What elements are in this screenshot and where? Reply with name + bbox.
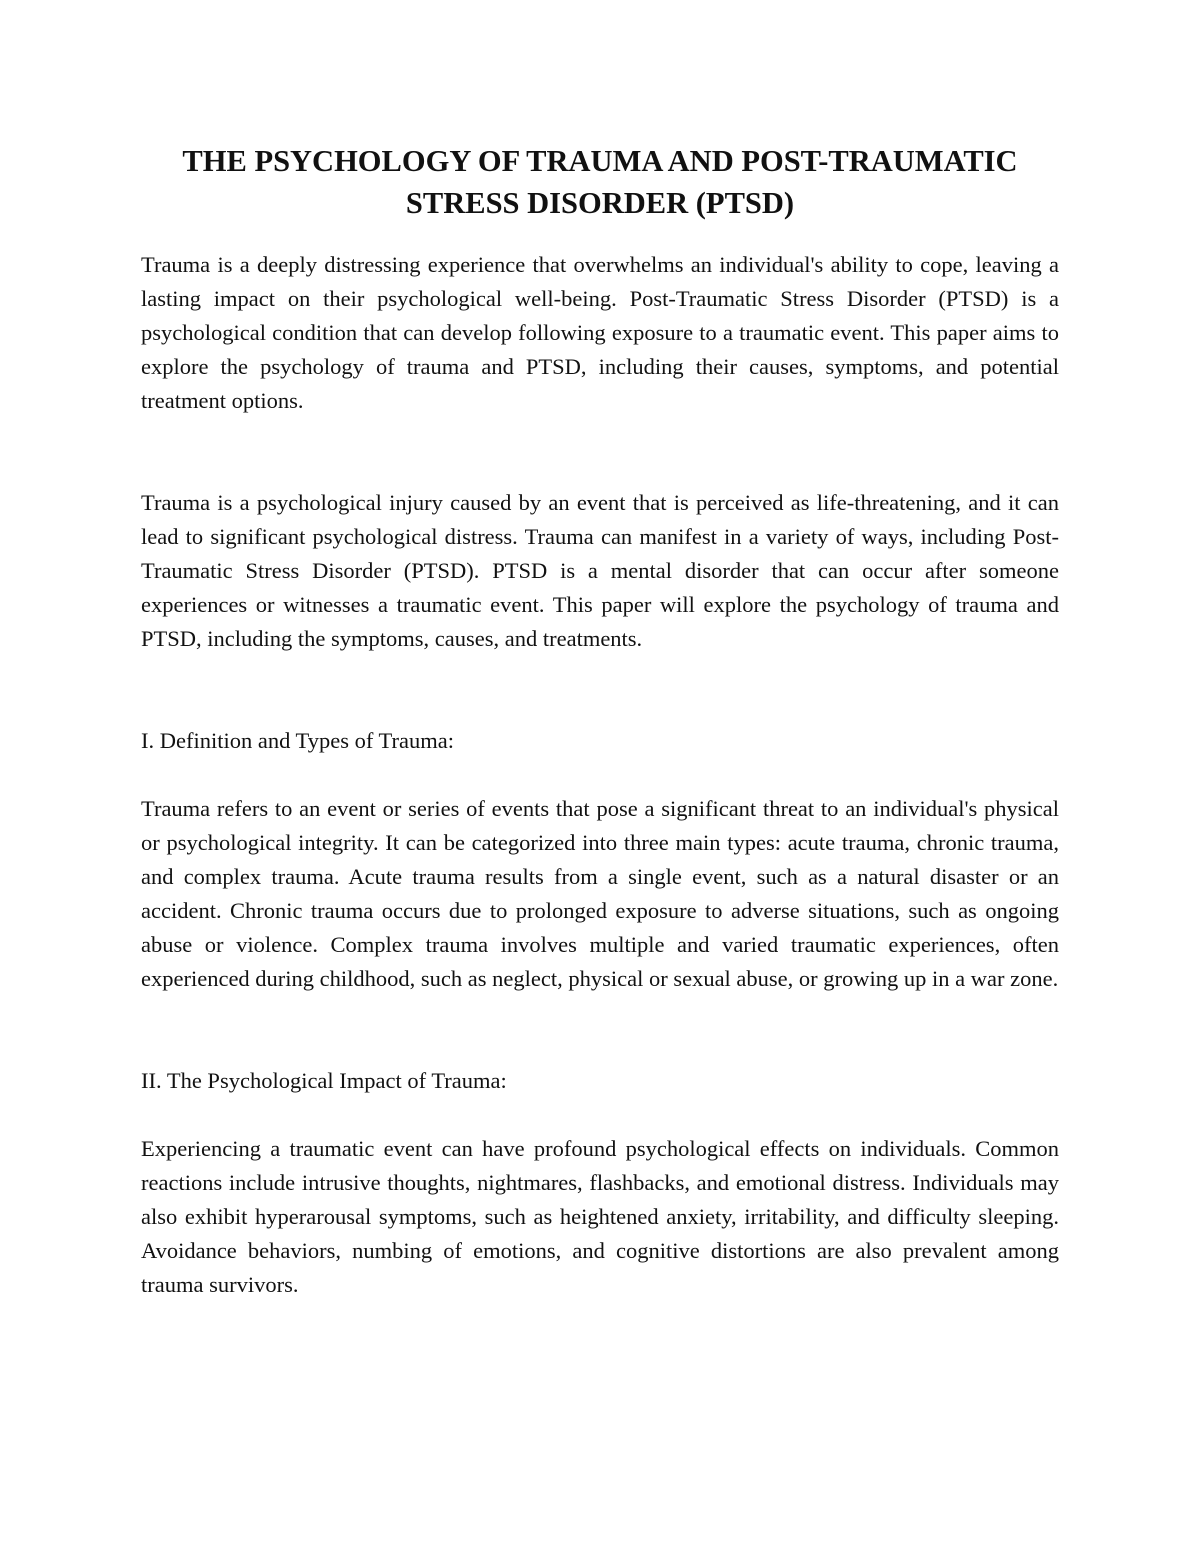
section-heading-definition: I. Definition and Types of Trauma:	[141, 728, 454, 753]
section-body-definition: Trauma refers to an event or series of events that pose a significant threat to an individual's physical or psychological integrity. It can be categorized into three main types: acute trauma, chronic trauma, and complex trauma. Acute trauma results from a single event, such as a natural disaster or an accident. Chronic trauma occurs due to prolonged exposure to adverse situations, such as ongoing abuse or violence. Complex trauma involves multiple and varied traumatic experiences, often experienced during childhood, such as neglect, physical or sexual abuse, or growing up in a war zone.	[141, 796, 1059, 991]
spacer	[141, 758, 1059, 792]
spacer	[141, 224, 1059, 248]
spacer	[141, 996, 1059, 1064]
section-heading-impact: II. The Psychological Impact of Trauma:	[141, 1068, 507, 1093]
section-body-impact: Experiencing a traumatic event can have profound psychological effects on individuals. Common reactions include intrusive thoughts, nightmares, flashbacks, and emotional distress. Individuals may also exhibit hyperarousal symptoms, such as heightened anxiety, irritability, and difficulty sleeping. Avoidance behaviors, numbing of emotions, and cognitive distortions are also prevalent among trauma survivors.	[141, 1136, 1059, 1297]
spacer	[141, 1098, 1059, 1132]
intro-paragraph: Trauma is a deeply distressing experience that overwhelms an individual's ability to cope, leaving a lasting impact on their psychological well-being. Post-Traumatic Stress Disorder (PTSD) is a psychological condition that can develop following exposure to a traumatic event. This paper aims to explore the psychology of trauma and PTSD, including their causes, symptoms, and potential treatment options.	[141, 252, 1059, 413]
second-paragraph: Trauma is a psychological injury caused by an event that is perceived as life-threatening, and it can lead to significant psychological distress. Trauma can manifest in a variety of ways, including Post-Traumatic Stress Disorder (PTSD). PTSD is a mental disorder that can occur after someone experiences or witnesses a traumatic event. This paper will explore the psychology of trauma and PTSD, including the symptoms, causes, and treatments.	[141, 490, 1059, 651]
document-title: THE PSYCHOLOGY OF TRAUMA AND POST-TRAUMATIC STRESS DISORDER (PTSD)	[182, 144, 1018, 220]
spacer	[141, 418, 1059, 486]
document-body	[141, 140, 1059, 1302]
spacer	[141, 656, 1059, 724]
